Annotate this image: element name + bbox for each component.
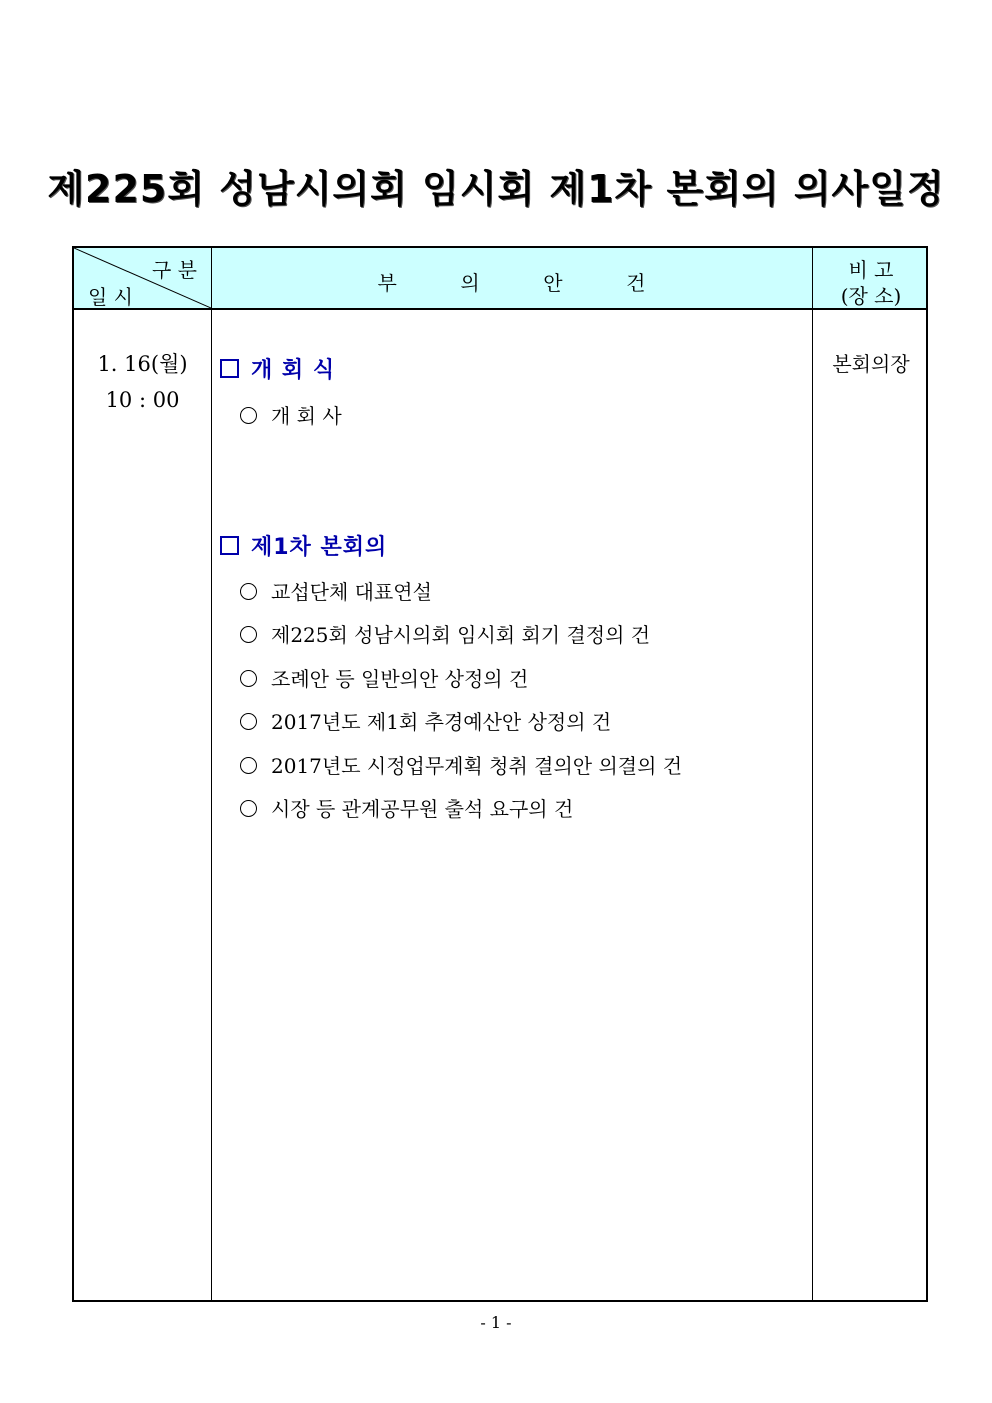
list-item <box>240 706 611 735</box>
list-item <box>240 663 528 692</box>
list-item <box>240 750 682 779</box>
header-category-label: 구 분 <box>152 258 197 282</box>
header-location-label: (장 소) <box>840 284 902 308</box>
section-heading-text: 제1차 본회의 <box>251 535 388 560</box>
column-divider <box>812 248 813 1300</box>
circle-bullet-icon <box>240 583 257 600</box>
header-remark-label: 비 고 <box>848 258 894 282</box>
column-divider <box>211 248 212 1300</box>
circle-bullet-icon <box>240 713 257 730</box>
list-item-text: 2017년도 시정업무계획 청취 결의안 의결의 건 <box>271 754 683 778</box>
table-header-row <box>74 248 926 310</box>
section-heading <box>220 530 387 561</box>
list-item-text: 교섭단체 대표연설 <box>271 580 432 604</box>
document-title: 제225회 성남시의회 임시회 제1차 본회의 의사일정 <box>47 167 945 211</box>
schedule-time: 10 : 00 <box>105 388 180 412</box>
list-item-text: 시장 등 관계공무원 출석 요구의 건 <box>271 797 574 821</box>
circle-bullet-icon <box>240 757 257 774</box>
checkbox-square-icon <box>220 536 239 555</box>
header-agenda-label: 부 의 안 건 <box>377 271 646 295</box>
page-number: - 1 - <box>480 1313 512 1332</box>
section-heading <box>220 353 335 384</box>
agenda-table <box>72 246 928 1302</box>
section-heading-text: 개 회 식 <box>251 358 336 383</box>
circle-bullet-icon <box>240 800 257 817</box>
list-item <box>240 400 342 429</box>
list-item <box>240 793 573 822</box>
schedule-date: 1. 16(월) <box>97 352 188 376</box>
list-item-text: 조례안 등 일반의안 상정의 건 <box>271 667 529 691</box>
list-item <box>240 576 432 605</box>
list-item-text: 2017년도 제1회 추경예산안 상정의 건 <box>271 710 612 734</box>
circle-bullet-icon <box>240 626 257 643</box>
header-datetime-label: 일 시 <box>88 285 133 309</box>
circle-bullet-icon <box>240 407 257 424</box>
remark-location: 본회의장 <box>832 352 910 376</box>
circle-bullet-icon <box>240 670 257 687</box>
list-item-text: 제225회 성남시의회 임시회 회기 결정의 건 <box>271 623 651 647</box>
checkbox-square-icon <box>220 359 239 378</box>
list-item-text: 개 회 사 <box>271 404 342 428</box>
list-item <box>240 619 650 648</box>
